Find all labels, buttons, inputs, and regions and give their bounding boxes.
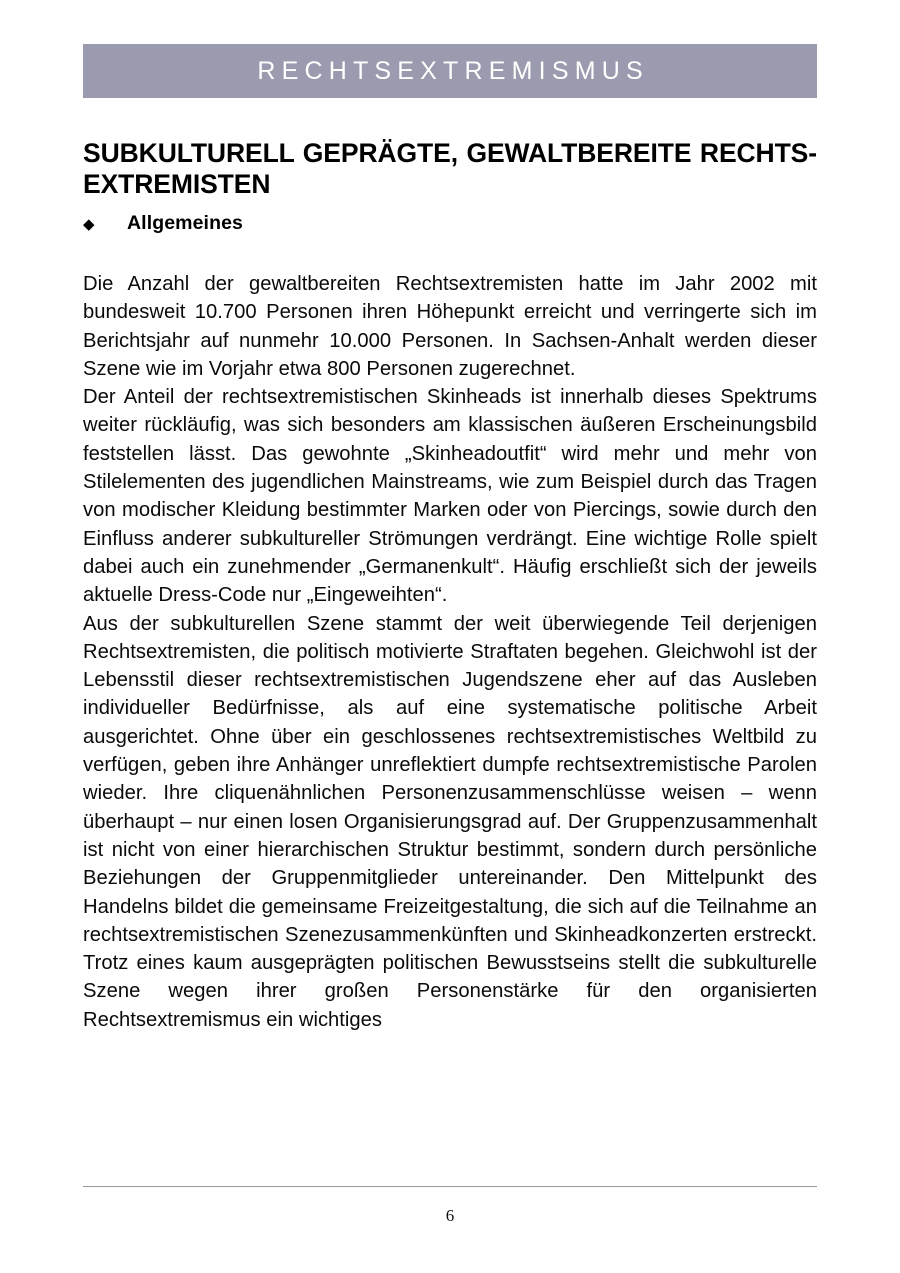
footer-divider — [83, 1186, 817, 1187]
subsection-heading-label: Allgemeines — [127, 212, 243, 234]
body-paragraph: Die Anzahl der gewaltbereiten Rechtsextremisten hatte im Jahr 2002 mit bundesweit 10.700 Personen ihren Höhepunkt erreicht und verringerte sich im Berichtsjahr auf nunmehr 10.000 Personen. In Sachsen-Anhalt werden dieser Szene wie im Vorjahr etwa 800 Personen zugerechnet. — [83, 273, 817, 380]
diamond-bullet-icon: ◆ — [83, 216, 95, 233]
body-paragraph: Aus der subkulturellen Szene stammt der weit überwiegende Teil derjenigen Rechtsextremisten, die politisch motivierte Straftaten begehen. Gleichwohl ist der Lebensstil dieser rechtsextremistischen Jugendszene eher auf das Ausleben individueller Bedürfnisse, als auf eine systematische politische Arbeit ausgerichtet. Ohne über ein geschlossenes rechtsextremistisches Weltbild zu verfügen, geben ihre Anhänger unreflektiert dumpfe rechtsextremistische Parolen wieder. Ihre cliquenähnlichen Personenzusammenschlüsse weisen – wenn überhaupt – nur einen losen Organisierungsgrad auf. Der Gruppenzusammenhalt ist nicht von einer hierarchischen Struktur bestimmt, sondern durch persönliche Beziehungen der Gruppenmitglieder untereinander. Den Mittelpunkt des Handelns bildet die gemeinsame Freizeitgestaltung, die sich auf die Teilnahme an rechtsextremistischen Szenezusammenkünften und Skinheadkonzerten erstreckt. Trotz eines kaum ausgeprägten politischen Bewusstseins stellt die subkulturelle Szene wegen ihrer großen Personenstärke für den organisierten Rechtsextremismus ein wichtiges — [83, 612, 817, 1031]
body-text — [83, 270, 817, 1034]
page-title — [83, 138, 817, 200]
subsection-heading — [83, 212, 817, 235]
section-banner-title: RECHTSEXTREMISMUS — [257, 56, 649, 85]
page-number: 6 — [445, 1206, 455, 1225]
page-title-line-2: EXTREMISTEN — [83, 168, 271, 199]
page-title-line-1: SUBKULTURELL GEPRÄGTE, GEWALTBEREITE RECHTS- — [83, 137, 817, 168]
section-banner — [83, 44, 817, 98]
body-paragraph: Der Anteil der rechtsextremistischen Skinheads ist innerhalb dieses Spektrums weiter rückläufig, was sich besonders am klassischen äußeren Erscheinungsbild feststellen lässt. Das gewohnte „Skinheadoutfit“ wird mehr und mehr von Stilelementen des jugendlichen Mainstreams, wie zum Beispiel durch das Tragen von modischer Kleidung bestimmter Marken oder von Piercings, sowie durch den Einfluss anderer subkultureller Strömungen verdrängt. Eine wichtige Rolle spielt dabei auch ein zunehmender „Germanenkult“. Häufig erschließt sich der jeweils aktuelle Dress-Code nur „Eingeweihten“. — [83, 386, 817, 607]
